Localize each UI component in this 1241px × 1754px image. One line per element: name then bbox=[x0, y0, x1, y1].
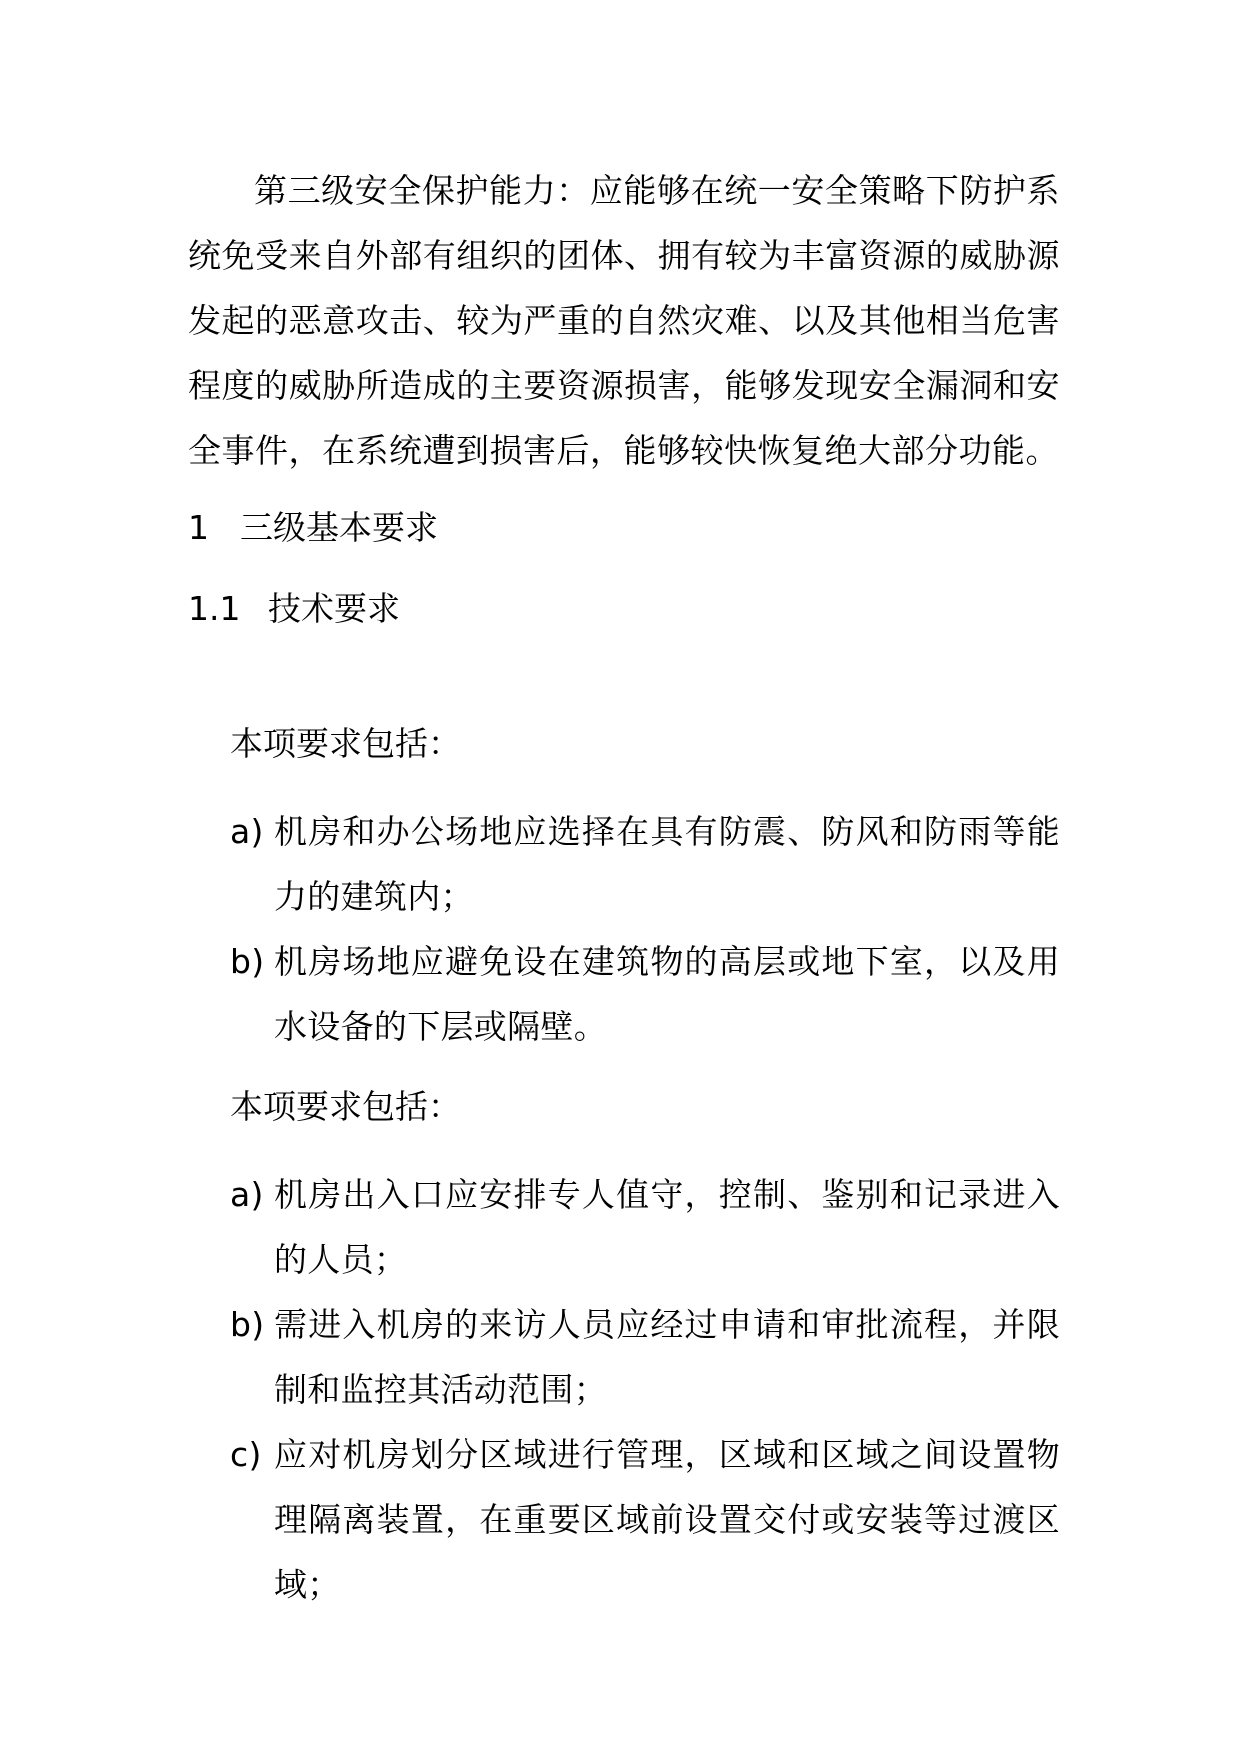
list-item-text: 应对机房划分区域进行管理，区域和区域之间设置物理隔离装置，在重要区域前设置交付或安装等过渡区域； bbox=[274, 1435, 1060, 1604]
list-item bbox=[230, 929, 1060, 1059]
list-item bbox=[230, 1292, 1060, 1422]
list-marker: b) bbox=[230, 942, 265, 981]
list-item-text: 机房出入口应安排专人值守，控制、鉴别和记录进入的人员； bbox=[274, 1175, 1060, 1279]
list-marker: b) bbox=[230, 1305, 265, 1344]
list-item-text: 需进入机房的来访人员应经过申请和审批流程，并限制和监控其活动范围； bbox=[274, 1305, 1060, 1409]
section-number: 1 bbox=[188, 508, 209, 547]
list-item bbox=[230, 1422, 1060, 1617]
list-item-text: 机房和办公场地应选择在具有防震、防风和防雨等能力的建筑内； bbox=[274, 812, 1060, 916]
section-heading-1-1 bbox=[188, 587, 400, 631]
section-heading-1 bbox=[188, 506, 438, 550]
list-marker: a) bbox=[230, 812, 264, 851]
list-item bbox=[230, 1162, 1060, 1292]
block-lead: 本项要求包括： bbox=[230, 1087, 461, 1126]
requirements-block-2 bbox=[230, 1085, 1060, 1617]
requirement-list bbox=[230, 1162, 1060, 1617]
intro-paragraph: 第三级安全保护能力：应能够在统一安全策略下防护系统免受来自外部有组织的团体、拥有较为丰富资源的威胁源发起的恶意攻击、较为严重的自然灾难、以及其他相当危害程度的威胁所造成的主要资源损害，能够发现安全漏洞和安全事件，在系统遭到损害后，能够较快恢复绝大部分功能。 bbox=[188, 171, 1060, 470]
list-marker: a) bbox=[230, 1175, 264, 1214]
block-lead: 本项要求包括： bbox=[230, 724, 461, 763]
requirement-list bbox=[230, 799, 1060, 1059]
section-title: 三级基本要求 bbox=[240, 508, 438, 547]
section-title: 技术要求 bbox=[268, 589, 400, 628]
list-marker: c) bbox=[230, 1435, 262, 1474]
section-number: 1.1 bbox=[188, 589, 241, 628]
requirements-block-1 bbox=[230, 722, 1060, 1059]
list-item bbox=[230, 799, 1060, 929]
list-item-text: 机房场地应避免设在建筑物的高层或地下室，以及用水设备的下层或隔壁。 bbox=[274, 942, 1060, 1046]
